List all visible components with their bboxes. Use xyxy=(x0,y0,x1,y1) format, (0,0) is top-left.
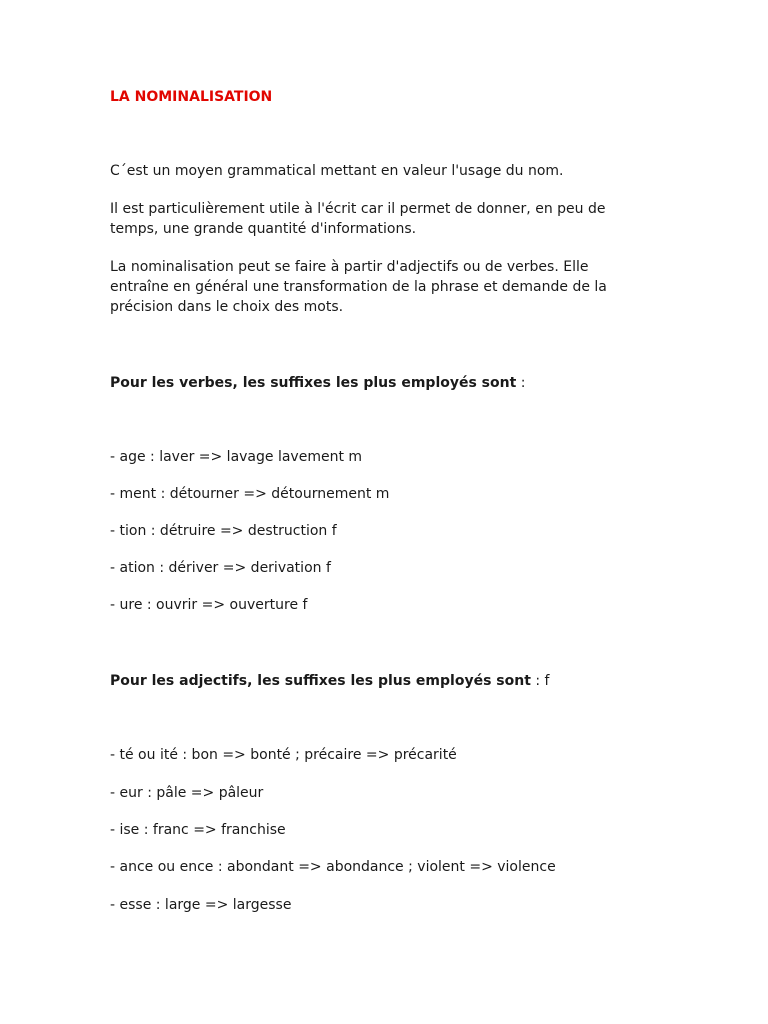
adjectives-item: - ance ou ence : abondant => abondance ; violent => violence xyxy=(110,859,556,875)
verbs-item: - ment : détourner => détournement m xyxy=(110,486,390,502)
paragraph-2-line-1: Il est particulièrement utile à l'écrit car il permet de donner, en peu de xyxy=(110,201,606,217)
paragraph-3-line-1: La nominalisation peut se faire à partir d'adjectifs ou de verbes. Elle xyxy=(110,259,589,275)
verbs-heading xyxy=(110,373,525,393)
verbs-heading-text: Pour les verbes, les suffixes les plus employés sont xyxy=(110,375,517,391)
paragraph-2-line-2: temps, une grande quantité d'informations. xyxy=(110,221,417,237)
verbs-item: - ation : dériver => derivation f xyxy=(110,560,331,576)
adjectives-heading-tail: : f xyxy=(530,673,550,689)
document-title: LA NOMINALISATION xyxy=(110,89,273,105)
intro-line-1: C´est un moyen grammatical mettant en valeur l'usage du nom. xyxy=(110,163,564,179)
adjectives-item: - té ou ité : bon => bonté ; précaire => précarité xyxy=(110,747,457,763)
adjectives-item: - eur : pâle => pâleur xyxy=(110,785,264,801)
verbs-item: - ure : ouvrir => ouverture f xyxy=(110,597,308,613)
adjectives-heading xyxy=(110,671,549,691)
verbs-item: - tion : détruire => destruction f xyxy=(110,523,337,539)
verbs-item: - age : laver => lavage lavement m xyxy=(110,449,363,465)
verbs-heading-tail: : xyxy=(516,375,526,391)
adjectives-heading-text: Pour les adjectifs, les suffixes les plus employés sont xyxy=(110,673,531,689)
paragraph-3-line-2: entraîne en général une transformation de la phrase et demande de la xyxy=(110,279,607,295)
adjectives-item: - ise : franc => franchise xyxy=(110,822,286,838)
paragraph-3-line-3: précision dans le choix des mots. xyxy=(110,299,344,315)
adjectives-item: - esse : large => largesse xyxy=(110,897,292,913)
